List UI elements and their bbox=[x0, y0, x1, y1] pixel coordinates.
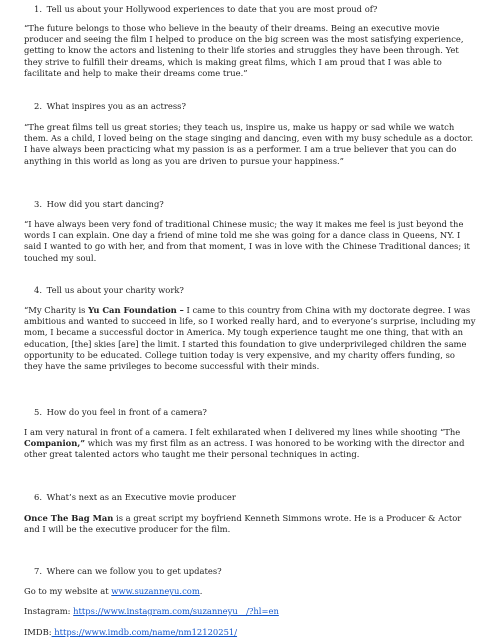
question-2 bbox=[34, 101, 186, 112]
charity-name: Yu Can Foundation – bbox=[88, 305, 184, 315]
question-number: 5. bbox=[34, 407, 42, 417]
question-text: What inspires you as an actress? bbox=[46, 101, 186, 111]
question-text: Tell us about your charity work? bbox=[46, 285, 184, 295]
question-text: How do you feel in front of a camera? bbox=[46, 407, 207, 417]
answer-text: “My Charity is bbox=[24, 305, 89, 315]
answer-2: “The great films tell us great stories; they teach us, inspire us, make us happy or sad while we watch them. As a child, I loved being on the stage singing and dancing, even with my busy schedule as a doctor. I have always been practicing what my passion is as a performer. I am a true believer that you can do anything in this world as long as you are driven to pursue your happiness.” bbox=[24, 122, 474, 166]
question-number: 4. bbox=[34, 285, 42, 295]
question-number: 1. bbox=[34, 4, 42, 14]
answer-4 bbox=[24, 305, 476, 372]
answer-3: “I have always been very fond of traditional Chinese music; the way it makes me feel is just beyond the words I can explain. One day a friend of mine told me she was going for a dance class in Queens, NY. I said I wanted to go with her, and from that moment, I was in love with the Chinese Traditional dances; it touched my soul. bbox=[24, 219, 470, 263]
question-6 bbox=[34, 492, 236, 503]
website-label: Go to my website at bbox=[24, 586, 112, 596]
question-1 bbox=[34, 4, 377, 15]
question-number: 7. bbox=[34, 566, 42, 576]
question-number: 2. bbox=[34, 101, 42, 111]
film-title: Companion,” bbox=[24, 438, 86, 449]
question-3 bbox=[34, 199, 164, 210]
website-line bbox=[24, 586, 202, 597]
instagram-link[interactable]: https://www.instagram.com/suzanneyu__/?hl=en bbox=[73, 606, 279, 616]
question-4 bbox=[34, 285, 184, 296]
imdb-link[interactable]: https://www.imdb.com/name/nm12120251/ bbox=[51, 627, 238, 637]
answer-text: I came to this country from China with my doctorate degree. I was ambitious and wanted to succeed in life, so I worked really hard, and to everyone’s surprise, including my mom, I became a successful doctor in America. My tough experience taught me one thing, that with an education, [the] skies [are] the limit. I started this foundation to give underprivileged children the same opportunity to be educated. College tuition today is very expensive, and my charity offers funding, so they have the same privileges to become successful with their minds. bbox=[24, 305, 476, 372]
question-number: 6. bbox=[34, 492, 42, 502]
question-7 bbox=[34, 566, 222, 577]
question-text: Tell us about your Hollywood experiences to date that you are most proud of? bbox=[46, 4, 378, 14]
question-text: Where can we follow you to get updates? bbox=[46, 566, 222, 576]
instagram-line bbox=[24, 606, 279, 617]
question-text: How did you start dancing? bbox=[46, 199, 164, 209]
question-5 bbox=[34, 407, 207, 418]
question-number: 3. bbox=[34, 199, 42, 209]
answer-6 bbox=[24, 513, 476, 535]
answer-text: I am very natural in front of a camera. I felt exhilarated when I delivered my lines while shooting “The bbox=[24, 427, 461, 437]
answer-1: “The future belongs to those who believe in the beauty of their dreams. Being an executive movie producer and seeing the film I helped to produce on the big screen was the most satisfying experience, getting to know the actors and listening to their life stories and struggles they have been through. Yet they strive to fulfill their dreams, which is making great films, which I am proud that I was able to facilitate and help to make their dreams come true.” bbox=[24, 23, 464, 78]
imdb-label: IMDB: bbox=[24, 627, 52, 637]
answer-5 bbox=[24, 427, 476, 461]
imdb-line bbox=[24, 627, 237, 638]
question-text: What’s next as an Executive movie producer bbox=[46, 492, 236, 502]
website-suffix: . bbox=[199, 586, 203, 596]
script-title: Once The Bag Man bbox=[24, 513, 114, 523]
answer-text: is a great script my boyfriend Kenneth Simmons wrote. He is a Producer & Actor and I will be the executive producer for the film. bbox=[24, 513, 462, 535]
website-link[interactable]: www.suzanneyu.com bbox=[111, 586, 200, 596]
instagram-label: Instagram: bbox=[24, 606, 74, 616]
answer-text: which was my first film as an actress. I was honored to be working with the director and other great talented actors who taught me their personal techniques in acting. bbox=[24, 438, 465, 460]
